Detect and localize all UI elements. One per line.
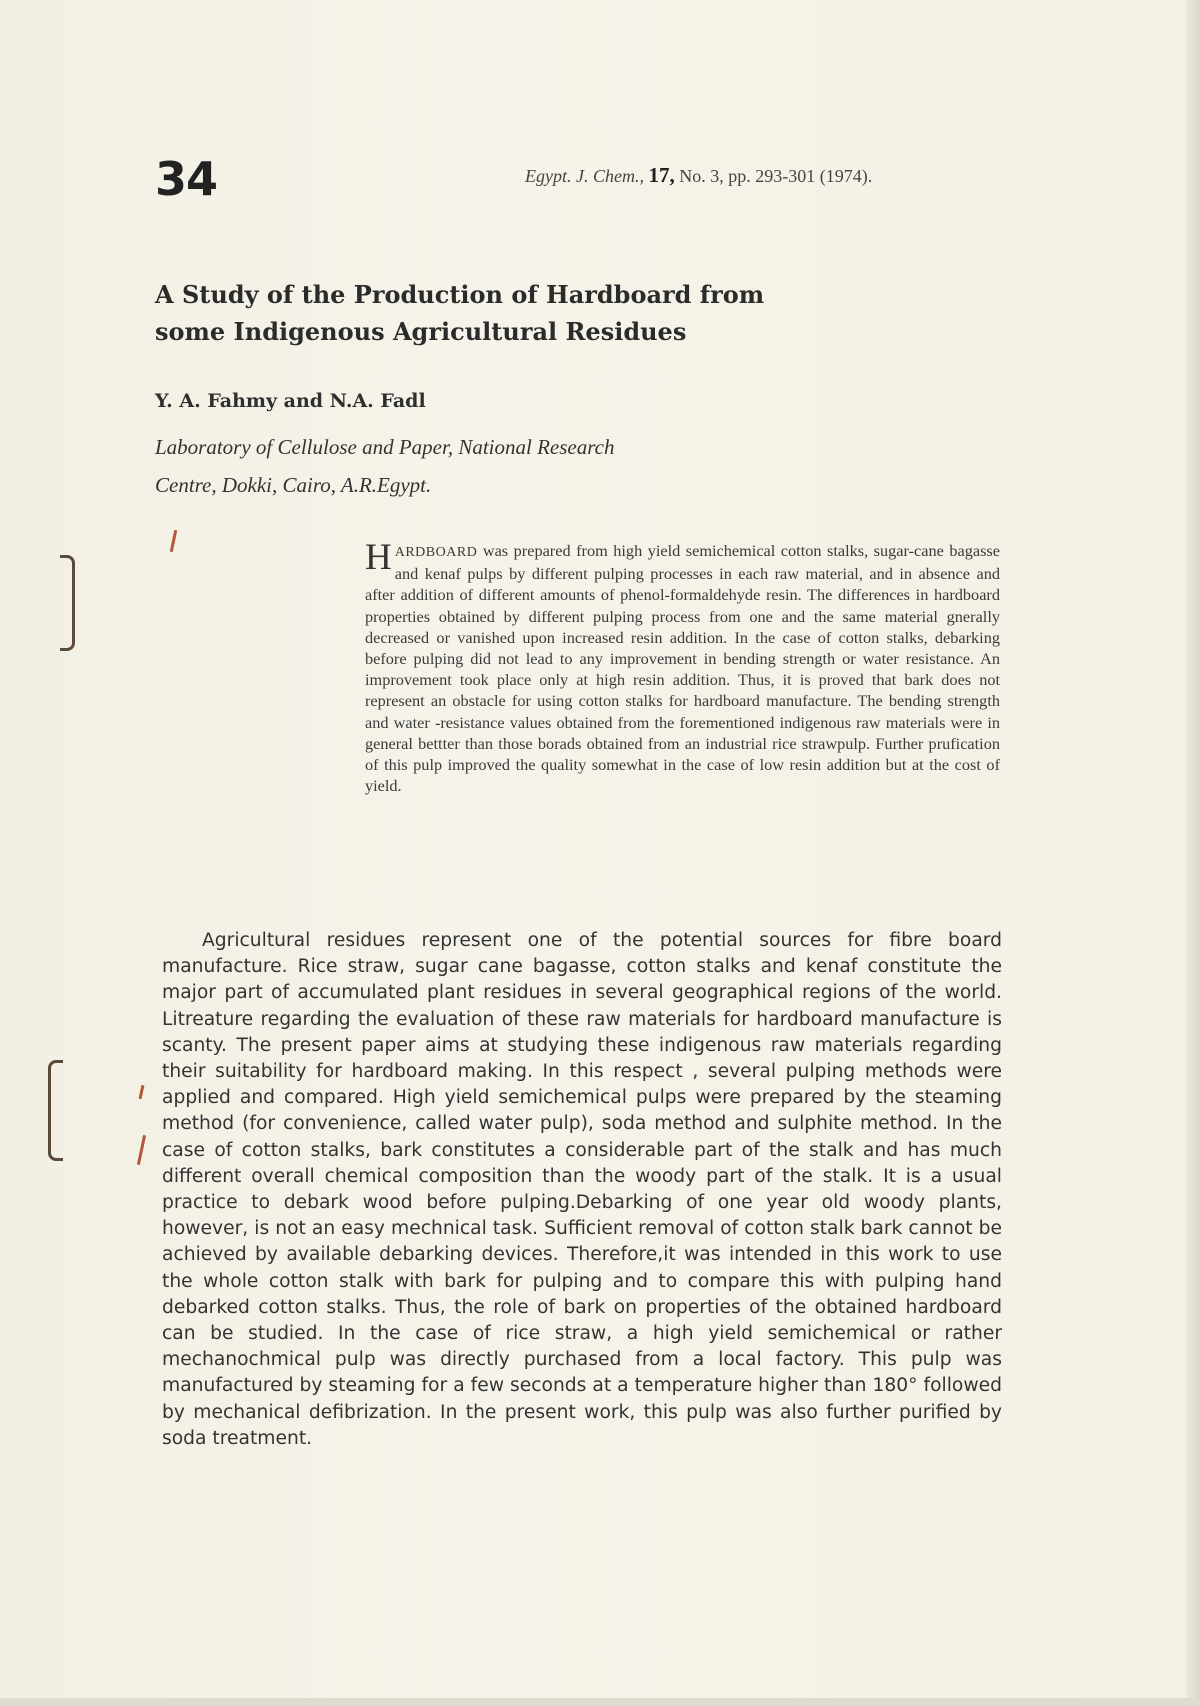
page-bottom-edge [0,1698,1200,1706]
pen-tick-mark [170,530,178,552]
authors: Y. A. Fahmy and N.A. Fadl [155,390,426,412]
affiliation-line-1: Laboratory of Cellulose and Paper, National Research [155,435,615,459]
article-number: 34 [155,152,218,206]
margin-bracket-mark [48,1060,63,1161]
margin-bracket-mark [60,555,75,651]
abstract-smallcaps: ARDBOARD [394,545,478,560]
journal-volume: 17, [648,163,675,187]
body-paragraph [162,928,1002,1452]
title-line-2: some Indigenous Agricultural Residues [155,317,687,346]
body-paragraph-text: Agricultural residues represent one of the potential sources for fibre board manufacture. Rice straw, sugar cane bagasse, cotton stalks and kenaf constitute the major part of accumulated plant residues in several geographical regions of the world. Litreature regarding the evaluation of these raw materials for hardboard manufacture is scanty. The present paper aims at studying these indigenous raw materials regarding their suitability for hardboard making. In this respect , several pulping methods were applied and compared. High yield semichemical pulps were prepared by the steaming method (for convenience, called water pulp), soda method and sulphite method. In the case of cotton stalks, bark constitutes a considerable part of the stalk and has much different overall chemical composition than the woody part of the stalk. It is a usual practice to debark wood before pulping.Debarking of one year old woody plants, however, is not an easy mechnical task. Sufficient removal of cotton stalk bark cannot be achieved by available debarking devices. Therefore,it was intended in this work to use the whole cotton stalk with bark for pulping and to compare this with pulping hand debarked cotton stalks. Thus, the role of bark on properties of the obtained hardboard can be studied. In the case of rice straw, a high yield semichemical or rather mechanochmical pulp was directly purchased from a local factory. This pulp was manufactured by steaming for a few seconds at a temperature higher than 180° followed by mechanical defibrization. In the present work, this pulp was also further purified by soda treatment. [162,930,1002,1449]
pen-tick-mark [139,1085,145,1099]
page-edge-shadow [1186,0,1200,1706]
affiliation [155,428,855,504]
abstract-dropcap: H [365,537,392,578]
title-line-1: A Study of the Production of Hardboard from [155,280,765,309]
journal-citation [525,163,1025,188]
paper-title [155,276,855,350]
pen-tick-mark [137,1135,146,1165]
journal-issue-pages: No. 3, pp. 293-301 (1974). [679,166,873,186]
affiliation-line-2: Centre, Dokki, Cairo, A.R.Egypt. [155,473,432,497]
abstract [365,537,1000,796]
journal-name: Egypt. J. Chem., [525,166,644,186]
abstract-text: was prepared from high yield semichemical cotton stalks, sugar-cane bagasse and kenaf pulps by different pulping processes in each raw material, and in absence and after addition of different amounts of phenol-formaldehyde resin. The differences in hardboard properties obtained by different pulping process from one and the same material gnerally decreased or vanished upon increased resin addition. In the case of cotton stalks, debarking before pulping did not lead to any improvement in bending strength or water resistance. An improvement took place only at high resin addition. Thus, it is proved that bark does not represent an obstacle for using cotton stalks for hardboard manufacture. The bending strength and water -resistance values obtained from the forementioned indigenous raw materials were in general bettter than those borads obtained from an industrial rice strawpulp. Further prufication of this pulp improved the quality somewhat in the case of low resin addition but at the cost of yield. [365,541,1000,796]
